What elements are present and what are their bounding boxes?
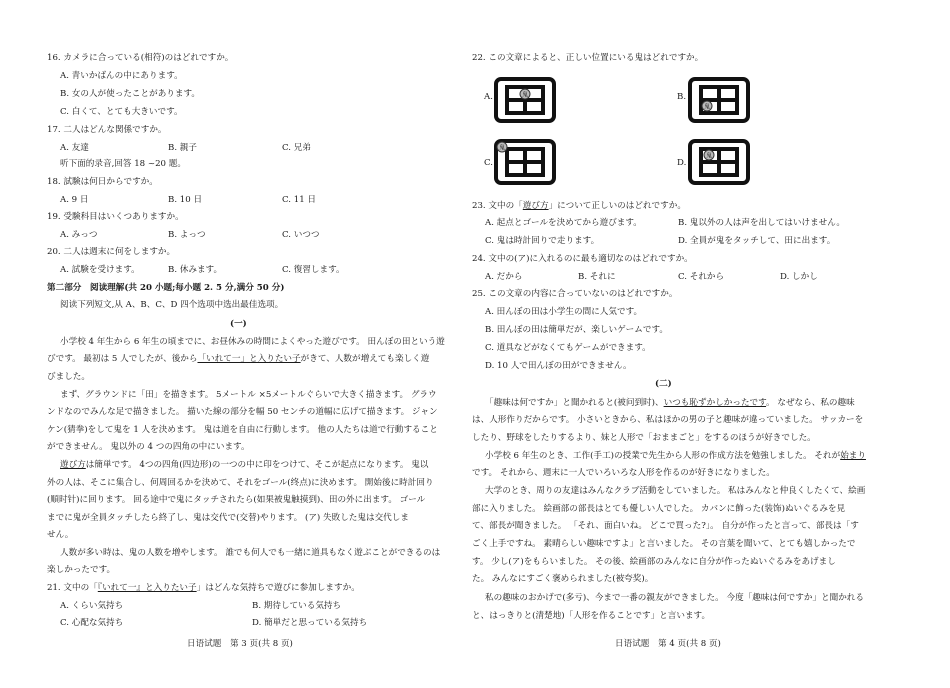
passage1-line: 外の人は、そこに集合し、何周回るかを決めて、それをゴール(终点)に決めます。 開始後に時計回り: [47, 478, 434, 488]
q23-option-b: B. 鬼以外の人は声を出してはいけません。: [678, 218, 845, 228]
q18-option-c: C. 11 日: [282, 195, 316, 205]
passage1-line: まず、グラウンドに「田」を描きます。 5メートル ×5メートルぐらいで大きく描きます。 グラウ: [60, 390, 437, 400]
q17-option-b: B. 親子: [168, 143, 197, 153]
q19-stem: 19. 受験科目はいくつありますか。: [47, 212, 184, 222]
listen-instruction: 听下面的录音,回答 18 ~20 题。: [60, 159, 186, 169]
q24-option-d: D. しかし: [780, 272, 818, 282]
q21-option-a: A. くらい気持ち: [60, 601, 124, 611]
q24-option-b: B. それに: [578, 272, 616, 282]
passage1-line: せん。: [47, 530, 74, 540]
passage1-line: 遊び方は簡単です。 4つの四角(四边形)の一つの中に印をつけて、そこが起点になります。 鬼以: [60, 460, 429, 470]
underlined-phrase: 遊び方: [522, 201, 549, 211]
passage2-line: ごく上手ですね。 素晴らしい趣味ですよ」と言いました。 その言葉を聞いて、とても嬉しかったで: [472, 539, 856, 549]
q20-option-b: B. 休みます。: [168, 265, 223, 275]
page-footer-right: 日语试题 第 4 页(共 8 页): [615, 639, 721, 649]
q22-figure-a: [493, 76, 557, 124]
passage1-line: 小学校 4 年生から 6 年生の頃までに、お昼休みの時間によくやった遊びです。 田んぼの田という遊: [60, 337, 445, 347]
q24-option-c: C. それから: [678, 272, 725, 282]
passage1-line: びました。: [47, 372, 90, 382]
passage2-line: は、人形作りだからです。 小さいときから、私はほかの男の子と趣味が違っていました。 サッカーを: [472, 415, 864, 425]
oni-marker: 鬼: [705, 152, 713, 160]
part2-instruction: 阅读下列短文,从 A、B、C、D 四个选项中选出最佳选项。: [60, 300, 284, 310]
q19-option-a: A. みっつ: [60, 230, 98, 240]
q17-stem: 17. 二人はどんな関係ですか。: [47, 125, 167, 135]
passage2-line: 部に入りました。 絵画部の部長はとても優しい人でした。 カバンに飾った(装饰)ぬいぐるみを見: [472, 504, 846, 514]
underlined-phrase: いつも恥ずかしかったです: [663, 398, 767, 408]
oni-marker: 鬼: [521, 91, 529, 99]
q22-stem: 22. この文章によると、正しい位置にいる鬼はどれですか。: [472, 53, 704, 63]
passage2-line: です。 それから、週末に一人でいろいろな人形を作るのが好きになりました。: [472, 468, 775, 478]
q22-label-c: C.: [484, 158, 494, 168]
passage1-line: ンドなのでみんな足で描きました。 描いた線の部分を幅 50 センチの道幅に広げて描きます。 ジャン: [47, 407, 438, 417]
q18-stem: 18. 試験は何日からですか。: [47, 177, 158, 187]
passage1-line: 人数が多い時は、鬼の人数を増やします。 誰でも何人でも一緒に道具もなく遊ぶことができるのは: [60, 548, 441, 558]
q25-option-c: C. 道具などがなくてもゲームができます。: [485, 343, 651, 353]
q19-option-b: B. よっつ: [168, 230, 206, 240]
passage1-line: 楽しかったです。: [47, 565, 116, 575]
passage1-line: までに鬼が全員タッチしたら終了し、鬼は交代で(交替)やります。 (ア) 失敗した鬼は交代しま: [47, 513, 409, 523]
passage1-line: ケン(猜拳)をして鬼を 1 人を決めます。 鬼は道を自由に行動します。 他の人たちは道で行動すること: [47, 425, 438, 435]
passage2-line: 私の趣味のおかげで(多亏)、今まで一番の親友ができました。 今度「趣味は何ですか」と聞かれる: [485, 593, 864, 603]
q23-stem: 23. 文中の「遊び方」について正しいのはどれですか。: [472, 201, 686, 211]
q24-stem: 24. 文中の(ア)に入れるのに最も適切なのはどれですか。: [472, 254, 693, 264]
q22-figure-d: [687, 138, 751, 186]
oni-marker: 鬼: [703, 103, 711, 111]
passage1-line: びです。 最初は 5 人でしたが、後から「いれて一」と入りたい子がきて、人数が増えても楽しく遊: [47, 354, 430, 364]
q20-stem: 20. 二人は週末に何をしますか。: [47, 247, 176, 257]
q16-option-c: C. 白くて、とても大きいです。: [60, 107, 183, 117]
passage2-line: て、部長が聞きました。 「それ、面白いね。 どこで買った?」。 自分が作ったと言って、部長は「す: [472, 521, 859, 531]
section1-title: (一): [230, 319, 247, 329]
passage2-line: 大学のとき、周りの友達はみんなクラブ活動をしていました。 私はみんなと仲良くしたくて、絵画: [485, 486, 866, 496]
passage1-line: (順时针)に回ります。 回る途中で鬼にタッチされたら(如果被鬼触摸到)、田の外に出ます。 ゴール: [47, 495, 426, 505]
passage2-line: と、はっきりと(清楚地)「人形を作ることです」と言います。: [472, 611, 711, 621]
passage2-line: 「趣味は何ですか」と聞かれると(被问到时)、いつも恥ずかしかったです。 なぜなら、私の趣味: [485, 398, 855, 408]
passage1-line: ができません。 鬼以外の 4 つの四角の中にいます。: [47, 442, 250, 452]
q25-option-a: A. 田んぼの田は小学生の間に人気です。: [485, 307, 643, 317]
q22-figure-c: [493, 138, 557, 186]
q20-option-a: A. 試験を受けます。: [60, 265, 140, 275]
q25-option-b: B. 田んぼの田は簡単だが、楽しいゲームです。: [485, 325, 668, 335]
passage2-line: 小学校 6 年生のとき、工作(手工)の授業で先生から人形の作成方法を勉強しました。 それが始まり: [485, 451, 866, 461]
q18-option-a: A. 9 日: [60, 195, 89, 205]
q23-option-d: D. 全員が鬼をタッチして、田に出ます。: [678, 236, 836, 246]
passage2-line: す。 少し(ア)をもらいました。 その後、絵画部のみんなに自分が作ったぬいぐるみをあげまし: [472, 557, 836, 567]
q22-label-d: D.: [677, 158, 687, 168]
q17-option-c: C. 兄弟: [282, 143, 311, 153]
underlined-phrase: 「いれて一」と入りたい子: [197, 354, 301, 364]
q16-option-a: A. 青いかばんの中にあります。: [60, 71, 183, 81]
underlined-phrase: 遊び方: [60, 460, 86, 470]
q23-option-a: A. 起点とゴールを決めてから遊びます。: [485, 218, 642, 228]
section2-title: (二): [655, 379, 672, 389]
q22-label-a: A.: [484, 92, 493, 102]
q24-option-a: A. だから: [485, 272, 523, 282]
q21-option-d: D. 簡単だと思っている気持ち: [252, 618, 368, 628]
q23-option-c: C. 鬼は時計回りで走ります。: [485, 236, 600, 246]
underlined-phrase: 『いれて一』と入りたい子: [97, 583, 197, 593]
page-footer-left: 日语试题 第 3 页(共 8 页): [187, 639, 293, 649]
right-page: [472, 0, 950, 688]
q25-option-d: D. 10 人で田んぼの田ができません。: [485, 361, 632, 371]
q16-stem: 16. カメラに合っている(相符)のはどれですか。: [47, 53, 234, 63]
q16-option-b: B. 女の人が使ったことがあります。: [60, 89, 200, 99]
q25-stem: 25. この文章の内容に合っていないのはどれですか。: [472, 289, 678, 299]
q21-stem: 21. 文中の「『いれて一』と入りたい子」はどんな気持ちで遊びに参加しますか。: [47, 583, 360, 593]
q20-option-c: C. 復習します。: [282, 265, 345, 275]
q21-option-b: B. 期待している気持ち: [252, 601, 342, 611]
passage2-line: た。 みんなにすごく褒められました(被夸奖)。: [472, 574, 654, 584]
part2-heading: 第二部分 阅读理解(共 20 小题;每小题 2. 5 分,满分 50 分): [47, 283, 285, 293]
q19-option-c: C. いつつ: [282, 230, 320, 240]
underlined-phrase: 始まり: [840, 451, 866, 461]
q22-label-b: B.: [677, 92, 687, 102]
q17-option-a: A. 友達: [60, 143, 89, 153]
passage2-line: したり、野球をしたりするより、妹と人形で「おままごと」をするのほうが好きでした。: [472, 433, 816, 443]
oni-marker: 鬼: [498, 144, 506, 152]
q21-option-c: C. 心配な気持ち: [60, 618, 124, 628]
q18-option-b: B. 10 日: [168, 195, 203, 205]
q22-figure-b: [687, 76, 751, 124]
